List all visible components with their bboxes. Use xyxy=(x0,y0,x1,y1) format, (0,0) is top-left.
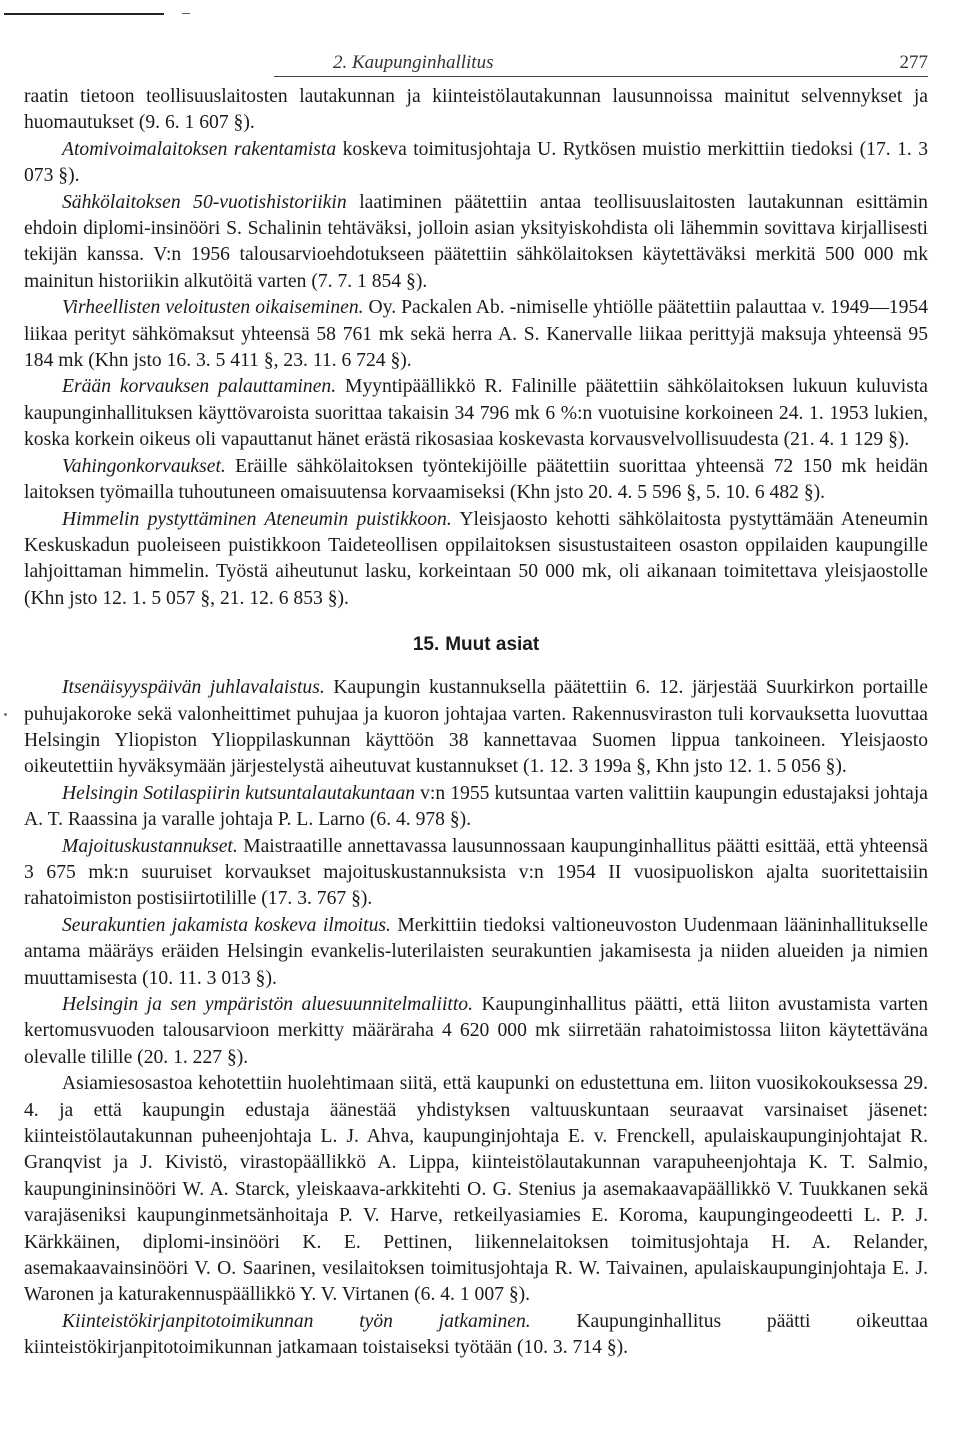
paragraph-title: Seurakuntien jakamista koskeva ilmoitus. xyxy=(62,914,391,936)
paragraph-title: Kiinteistökirjanpitotoimikunnan työn jatkaminen. xyxy=(62,1310,531,1332)
paragraph-text: v:n 1955 kutsuntaa varten valittiin kaupungin edustajaksi johtaja A. T. Raassina ja varalle johtaja P. L. Larno (6. 4. 978 §). xyxy=(24,782,928,831)
paragraph xyxy=(24,137,928,190)
top-rule xyxy=(4,13,164,15)
paragraph-title: Sähkölaitoksen 50-vuotishistoriikin xyxy=(62,191,347,213)
paragraph xyxy=(24,913,928,992)
paragraph-text: laatiminen päätettiin antaa teollisuuslaitosten lautakunnan esittämin ehdoin diplomi-insinööri S. Schalinin tehtäväksi, jolloin asian yksityiskohdista oli lähemmin sovittava kirjallisesti tekijän kanssa. V:n 1956 talousarvioehdotukseen päätettiin sähkölaitoksen käytettäväksi merkitä 500 000 mk mainitun historiikin alkutöitä varten (7. 7. 1 854 §). xyxy=(24,191,928,292)
paragraph xyxy=(24,295,928,374)
paragraph-text: raatin tietoon teollisuuslaitosten lautakunnan ja kiinteistölautakunnan lausunnoissa mainitut selvennykset ja huomautukset (9. 6. 1 607 §). xyxy=(24,86,928,134)
paragraph xyxy=(24,454,928,507)
section-title: Muut asiat xyxy=(445,634,540,656)
paragraph-text: Merkittiin tiedoksi valtioneuvoston Uudenmaan lääninhallitukselle antama määräys eräiden Helsingin evankelis-luterilaisten seurakuntien jakamisesta ja niiden alueiden ja nimien muuttamisesta (10. 11. 3 013 §). xyxy=(24,914,928,989)
paragraph-title: Helsingin ja sen ympäristön aluesuunnitelmaliitto. xyxy=(62,994,473,1015)
paragraph-text: Kaupungin kustannuksella päätettiin 6. 12. järjestää Suurkirkon portaille puhujakoroke sekä valonheittimet puhujaa ja kuoron johtajaa varten. Rakennusviraston tuli korvauksetta luovuttaa Helsingin Yliopiston Ylioppilaskunnan käyttöön 38 kannettavaa Suomen lippua tankoineen. Yleisjaosto oikeutettiin hyväksymään järjestelystä aiheutuvat kustannukset (1. 12. 3 199a §, Khn jsto 12. 1. 5 056 §). xyxy=(24,677,929,778)
paragraph xyxy=(24,1071,928,1309)
paragraph-text: Eräille sähkölaitoksen työntekijöille päätettiin suorittaa yhteensä 72 150 mk heidän laitoksen työmailla tuhoutuneen omaisuutensa korvaamiseksi (Khn jsto 20. 4. 5 596 §, 5. 10. 6 482 §). xyxy=(24,455,928,504)
paragraph-title: Majoituskustannukset. xyxy=(62,835,238,857)
paragraph xyxy=(24,507,928,613)
paragraph-text: koskeva toimitusjohtaja U. Rytkösen muistio merkittiin tiedoksi (17. 1. 3 073 §). xyxy=(24,138,929,187)
paragraph-title: Himmelin pystyttäminen Ateneumin puistikkoon. xyxy=(62,508,452,530)
paragraph xyxy=(24,834,928,913)
paragraph-title: Helsingin Sotilaspiirin kutsuntalautakuntaan xyxy=(62,782,416,804)
running-header xyxy=(24,50,928,80)
page-number: 277 xyxy=(899,52,928,73)
paragraph-text: Maistraatille annettavassa lausunnossaan kaupunginhallitus päätti esittää, että yhteensä 3 675 mk:n suuruiset korvaukset majoituskustannuksista v:n 1954 II vuosipuoliskon ajalta suoritettaisiin rahatoimiston postisiirtotilille (17. 3. 767 §). xyxy=(24,835,928,910)
margin-mark xyxy=(4,713,7,716)
paragraph-title: Atomivoimalaitoksen rakentamista xyxy=(62,138,337,160)
paragraphs-part-a xyxy=(24,84,928,612)
paragraph-text: Kaupunginhallitus päätti oikeuttaa kiinteistökirjanpitotoimikunnan jatkamaan toistaiseksi työtään (10. 3. 714 §). xyxy=(24,1310,928,1359)
top-rule-fragment xyxy=(182,13,190,14)
section-heading xyxy=(24,633,928,657)
paragraph xyxy=(24,374,928,453)
paragraph-text: Kaupunginhallitus päätti, että liiton avustamista varten kertomusvuoden talousarvioon merkitty määräraha 4 620 000 mk siirretään rahatoimistossa liiton käytettäväna olevalle tilille (20. 1. 227 §). xyxy=(24,994,928,1068)
paragraph xyxy=(24,84,928,137)
paragraph-text: Oy. Packalen Ab. -nimiselle yhtiölle päätettiin palauttaa v. 1949—1954 liikaa perityt sähkömaksut yhteensä 58 761 mk sekä herra A. S. Kanervalle liikaa perittyjä maksuja yhteensä 95 184 mk (Khn jsto 16. 3. 5 411 §, 23. 11. 6 724 §). xyxy=(24,297,928,372)
paragraph-title: Vahingonkorvaukset. xyxy=(62,455,226,477)
page-body xyxy=(24,84,928,1362)
paragraph-title: Erään korvauksen palauttaminen. xyxy=(62,376,337,398)
paragraph-text: Yleisjaosto kehotti sähkölaitosta pystyttämään Ateneumin Keskuskadun puoleiseen puistikkoon Taideteollisen oppilaitoksen sisustustaiteen osaston oppilaiden kaupungille lahjoittaman himmelin. Työstä aiheutunut lasku, korkeintaan 50 000 mk, oli aikanaan toimitettava yleisjaostolle (Khn jsto 12. 1. 5 057 §, 21. 12. 6 853 §). xyxy=(24,508,928,609)
paragraph xyxy=(24,675,928,781)
paragraph-title: Virheellisten veloitusten oikaiseminen. xyxy=(62,297,364,319)
paragraph xyxy=(24,992,928,1071)
paragraphs-part-b xyxy=(24,675,928,1362)
paragraph xyxy=(24,1309,928,1362)
paragraph xyxy=(24,781,928,834)
paragraph-text: Asiamiesosastoa kehotettiin huolehtimaan siitä, että kaupunki on edustettuna em. liiton vuosikokouksessa 29. 4. ja että kaupungin edustaja äänestää yhdistyksen valtuuskuntaan seuraavat varsinaiset jäsenet: kiinteistölautakunnan puheenjohtaja L. J. Ahva, kaupunginjohtaja E. v. Frenckell, apulaiskaupunginjohtajat R. Granqvist ja J. Kivistö, virastopäällikkö A. Lippa, kiinteistölautakunnan varapuheenjohtaja K. T. Salmio, kaupungininsinööri W. A. Starck, yleiskaava-arkkitehti O. G. Stenius ja asemakaavapäällikkö V. Tuukkanen sekä varajäseniksi kaupunginmetsänhoitaja P. V. Harve, retkeilyasiamies E. Koroma, kaupungingeodeetti L. P. J. Kärkkäinen, diplomi-insinööri K. E. Pettinen, liikennelaitoksen toimitusjohtaja H. A. Relander, asemakaavainsinööri V. O. Saarinen, vesilaitoksen toimitusjohtaja R. W. Taivainen, apulaiskaupunginjohtaja E. J. Waronen ja katurakennuspäällikkö Y. V. Virtanen (6. 4. 1 007 §). xyxy=(24,1073,928,1306)
paragraph-text: Myyntipäällikkö R. Falinille päätettiin sähkölaitoksen lukuun kuluvista kaupunginhallituksen käyttövaroista suorittaa takaisin 34 796 mk 6 %:n vuotuisine korkoineen 24. 1. 1953 lukien, koska korkein oikeus oli vapauttanut hänet erästä rikosasiaa koskevasta korvausvelvollisuudesta (21. 4. 1 129 §). xyxy=(24,376,928,451)
paragraph-title: Itsenäisyyspäivän juhlavalaistus. xyxy=(62,677,325,699)
paragraph xyxy=(24,190,928,296)
running-title: 2. Kaupunginhallitus xyxy=(333,52,494,73)
header-rule xyxy=(274,76,928,77)
section-number: 15. xyxy=(412,634,440,656)
